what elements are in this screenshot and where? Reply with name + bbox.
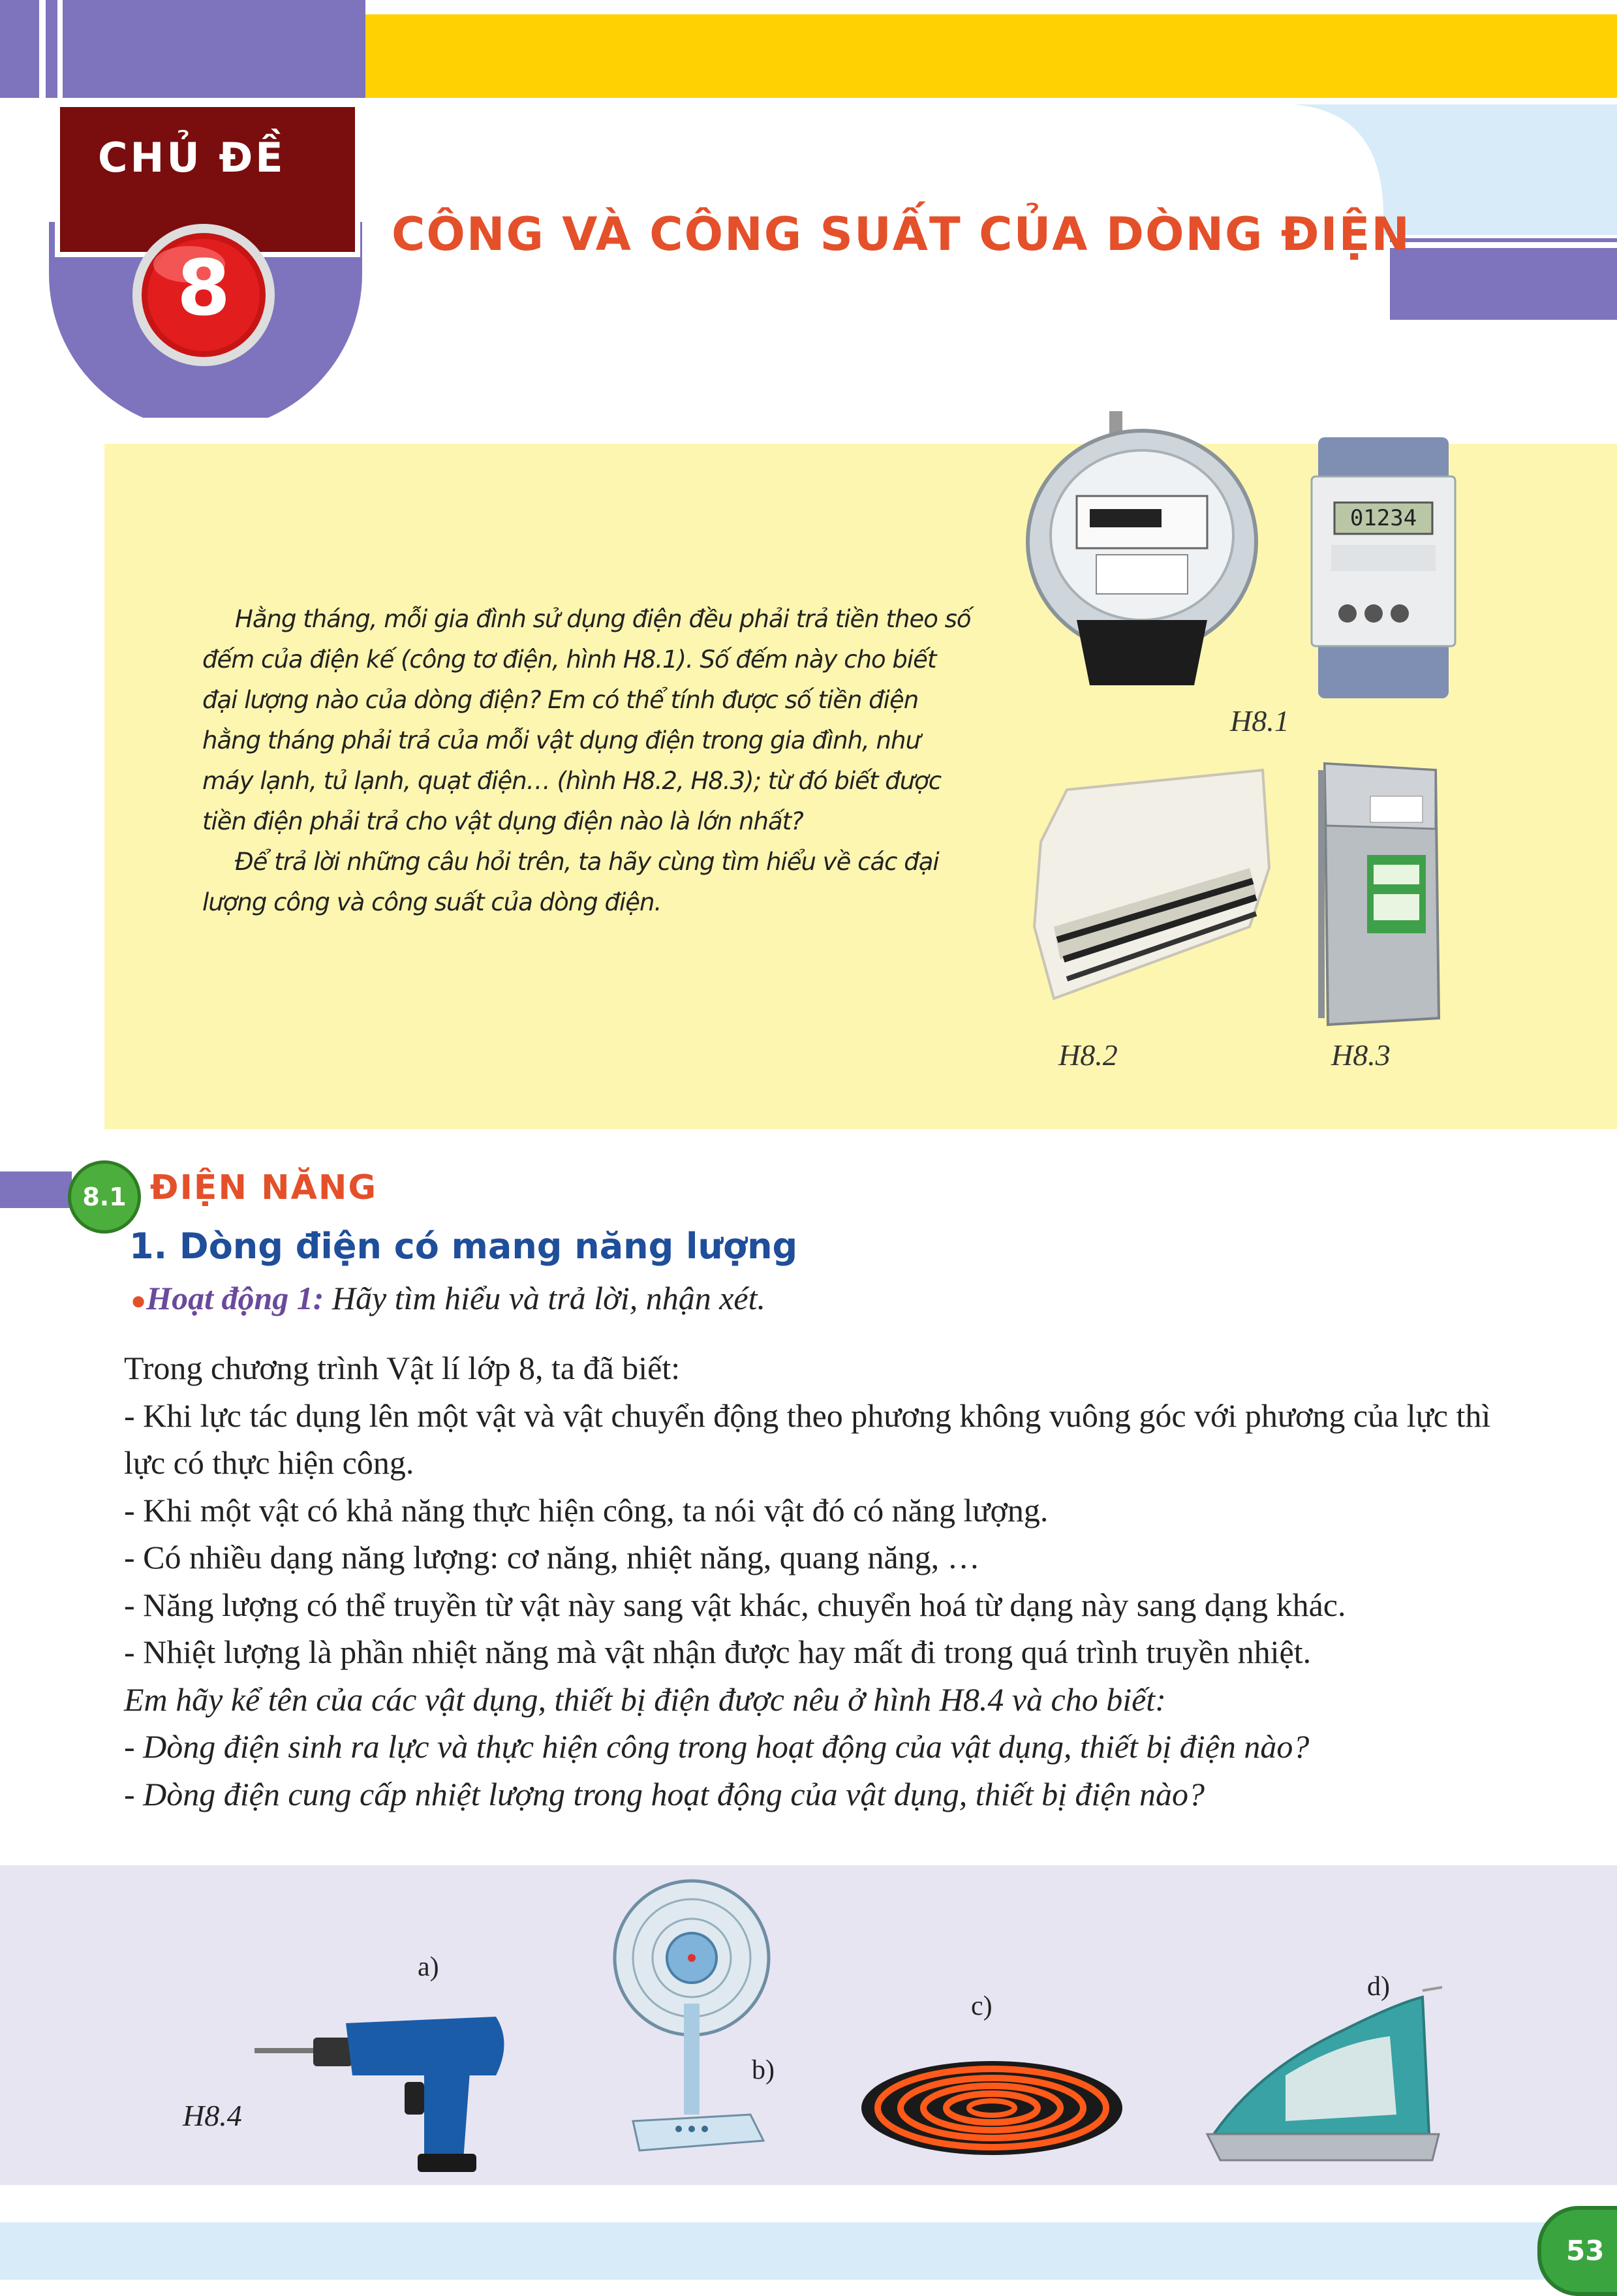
caption-h84: H8.4 — [183, 2099, 242, 2132]
footer-bar — [0, 2222, 1617, 2280]
electric-drill-illustration — [248, 1997, 522, 2173]
air-conditioner-illustration — [1028, 764, 1276, 1018]
refrigerator-illustration — [1305, 757, 1455, 1031]
chapter-label: CHỦ ĐỀ — [98, 134, 286, 181]
electric-meter-illustration — [1024, 405, 1481, 705]
intro-paragraph-1: Hằng tháng, mỗi gia đình sử dụng điện đều phải trả tiền theo số đếm của điện kế (công tơ điện, hình H8.1). Số đếm này cho biết đại lượng nào của dòng điện? Em có thể tính được số tiền điện hằng tháng phải trả của mỗi vật dụng điện trong gia đình, như máy lạnh, tủ lạnh, quạt điện… (hình H8.2, H8.3); từ đó biết được tiền điện phải trả cho vật dụng điện nào là lớn nhất? — [202, 605, 971, 835]
label-b: b) — [752, 2055, 775, 2085]
electric-fan-illustration — [607, 1873, 783, 2160]
chapter-number: 8 — [176, 243, 231, 333]
electric-coil-heater-illustration — [855, 2056, 1129, 2160]
page-title: CÔNG VÀ CÔNG SUẤT CỦA DÒNG ĐIỆN — [392, 208, 1411, 261]
question-1: - Dòng điện sinh ra lực và thực hiện công trong hoạt động của vật dụng, thiết bị điện nào? — [124, 1728, 1310, 1765]
section-number-badge: 8.1 — [68, 1160, 141, 1233]
caption-h81: H8.1 — [1230, 704, 1289, 737]
body-text — [124, 1344, 1527, 1818]
meter-display: 01234 — [1349, 505, 1417, 531]
intro-paragraph-2: Để trả lời những câu hỏi trên, ta hãy cùng tìm hiểu về các đại lượng công và công suất của dòng điện. — [202, 848, 939, 916]
label-d: d) — [1367, 1972, 1390, 2002]
activity-label: Hoạt động 1: — [146, 1280, 324, 1316]
question-intro: Em hãy kể tên của các vật dụng, thiết bị điện được nêu ở hình H8.4 và cho biết: — [124, 1681, 1166, 1718]
body-line: - Khi một vật có khả năng thực hiện công, ta nói vật đó có năng lượng. — [124, 1491, 1049, 1528]
caption-h82: H8.2 — [1058, 1038, 1118, 1072]
intro-text — [202, 599, 972, 923]
subsection-title: 1. Dòng điện có mang năng lượng — [129, 1226, 798, 1267]
section-title: ĐIỆN NĂNG — [150, 1168, 378, 1207]
body-line: Trong chương trình Vật lí lớp 8, ta đã biết: — [124, 1350, 681, 1386]
body-line: - Khi lực tác dụng lên một vật và vật chuyển động theo phương không vuông góc với phương của lực thì lực có thực hiện công. — [124, 1397, 1491, 1481]
label-a: a) — [418, 1952, 439, 1982]
question-2: - Dòng điện cung cấp nhiệt lượng trong hoạt động của vật dụng, thiết bị điện nào? — [124, 1775, 1205, 1812]
body-line: - Năng lượng có thể truyền từ vật này sang vật khác, chuyển hoá từ dạng này sang dạng khác. — [124, 1586, 1346, 1623]
activity-text: Hãy tìm hiểu và trả lời, nhận xét. — [331, 1280, 765, 1316]
body-line: - Có nhiều dạng năng lượng: cơ năng, nhiệt năng, quang năng, … — [124, 1539, 980, 1575]
section-bar-decoration — [0, 1171, 78, 1208]
activity-line — [131, 1279, 765, 1317]
page-number: 53 — [1537, 2206, 1617, 2296]
caption-h83: H8.3 — [1331, 1038, 1391, 1072]
label-c: c) — [971, 1991, 993, 2021]
body-line: - Nhiệt lượng là phần nhiệt năng mà vật nhận được hay mất đi trong quá trình truyền nhiệt. — [124, 1634, 1312, 1670]
electric-iron-illustration — [1181, 1984, 1462, 2180]
bullet-icon: ● — [131, 1286, 147, 1315]
